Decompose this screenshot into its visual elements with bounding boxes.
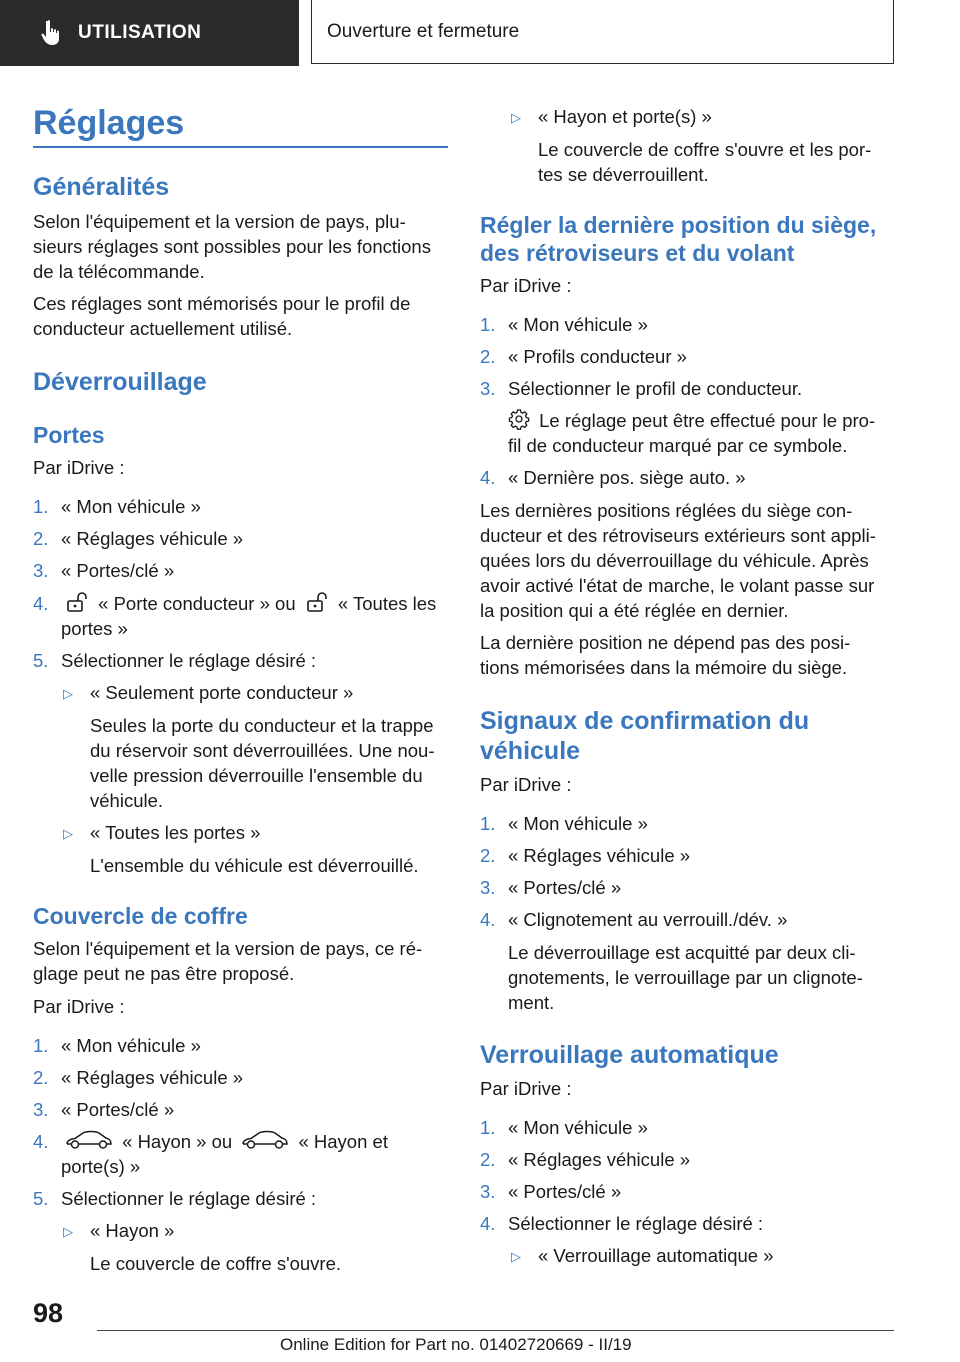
section-tab — [0, 0, 299, 66]
paragraph-general-1-l3: de la télécommande. — [33, 261, 205, 282]
option-desc: L'ensemble du véhicule est déverrouillé. — [90, 855, 419, 876]
step-number: 2. — [33, 528, 49, 549]
heading-general: Généralités — [33, 173, 170, 201]
step-number: 1. — [33, 1035, 49, 1056]
option-title: « Seulement porte conducteur » — [90, 682, 354, 703]
option-desc: velle pression déverrouille l'ensemble du — [90, 765, 423, 786]
page-number: 98 — [33, 1298, 64, 1328]
step-number: 4. — [33, 593, 49, 614]
heading-confirm: Signaux de confirmation du — [480, 707, 810, 735]
step-text: « Réglages véhicule » — [61, 528, 244, 549]
confirm-desc: Le déverrouillage est acquitté par deux cli- — [508, 942, 856, 963]
confirm-desc: ment. — [508, 992, 555, 1013]
triangle-bullet-icon: ▷ — [511, 110, 521, 125]
footer-edition: Online Edition for Part no. 01402720669 - II/19 — [280, 1335, 632, 1354]
step-text: « Réglages véhicule » — [61, 1067, 244, 1088]
seat-paragraph: la position qui a été réglée en dernier. — [480, 600, 789, 621]
confirm-intro: Par iDrive : — [480, 774, 572, 795]
option-title: « Hayon » — [90, 1220, 175, 1241]
seat-paragraph: La dernière position ne dépend pas des posi- — [480, 632, 851, 653]
option-desc: du réservoir sont déverrouillées. Une nou- — [90, 740, 435, 761]
trunk-intro: Par iDrive : — [33, 996, 125, 1017]
chapter-tab — [311, 0, 894, 64]
step-number: 3. — [480, 877, 496, 898]
step-text: Sélectionner le réglage désiré : — [61, 650, 317, 671]
step-text: « Profils conducteur » — [508, 346, 687, 367]
heading-seat: des rétroviseurs et du volant — [480, 240, 795, 266]
paragraph-general-2-l1: Ces réglages sont mémorisés pour le profil de — [33, 293, 411, 314]
car-icon — [241, 1130, 289, 1156]
option-desc: tes se déverrouillent. — [538, 164, 709, 185]
option-desc: Le couvercle de coffre s'ouvre. — [90, 1253, 342, 1274]
step-text-trunk-choice — [61, 1129, 388, 1156]
car-icon — [65, 1130, 113, 1156]
step-number: 3. — [480, 1181, 496, 1202]
heading-confirm: véhicule — [480, 737, 581, 765]
step-text: « Hayon et — [298, 1131, 388, 1152]
step-text: « Porte conducteur » ou — [98, 593, 296, 614]
step-text: « Portes/clé » — [61, 560, 175, 581]
step-text: « Mon véhicule » — [508, 1117, 648, 1138]
step-number: 3. — [33, 1099, 49, 1120]
step-number: 5. — [33, 1188, 49, 1209]
step-text: « Portes/clé » — [61, 1099, 175, 1120]
trunk-paragraph: glage peut ne pas être proposé. — [33, 963, 295, 984]
seat-paragraph: Les dernières positions réglées du siège con- — [480, 500, 853, 521]
option-title: « Toutes les portes » — [90, 822, 261, 843]
confirm-desc: gnotements, le verrouillage par un clignote- — [508, 967, 863, 988]
step-text: « Portes/clé » — [508, 877, 622, 898]
triangle-bullet-icon: ▷ — [63, 826, 73, 841]
step-number: 1. — [480, 813, 496, 834]
title-rule — [33, 146, 448, 148]
option-desc: Seules la porte du conducteur et la trappe — [90, 715, 434, 736]
step-text: Sélectionner le profil de conducteur. — [508, 378, 803, 399]
step-number: 1. — [480, 314, 496, 335]
step-number: 5. — [33, 650, 49, 671]
step-number: 4. — [480, 909, 496, 930]
paragraph-general-1-l2: sieurs réglages sont possibles pour les fonctions — [33, 236, 431, 257]
doors-intro: Par iDrive : — [33, 457, 125, 478]
triangle-bullet-icon: ▷ — [511, 1249, 521, 1264]
seat-paragraph: avoir activé l'état de marche, le volant passe sur — [480, 575, 875, 596]
step-text: portes » — [61, 618, 128, 639]
page-title: Réglages — [33, 104, 185, 142]
seat-paragraph: tions mémorisées dans la mémoire du siège. — [480, 657, 848, 678]
step-text: « Réglages véhicule » — [508, 845, 691, 866]
option-desc: Le couvercle de coffre s'ouvre et les por- — [538, 139, 872, 160]
hand-pointer-icon — [38, 19, 62, 47]
step-number: 1. — [33, 496, 49, 517]
step-number: 2. — [480, 346, 496, 367]
step-text: « Portes/clé » — [508, 1181, 622, 1202]
step-text: Sélectionner le réglage désiré : — [508, 1213, 764, 1234]
seat-paragraph: ducteur et des rétroviseurs extérieurs sont appli- — [480, 525, 876, 546]
step-number: 4. — [480, 467, 496, 488]
step-text: « Hayon » ou — [122, 1131, 233, 1152]
seat-note-line1 — [508, 408, 875, 436]
option-title: « Hayon et porte(s) » — [538, 106, 712, 127]
step-text: « Toutes les — [337, 593, 437, 614]
autolock-intro: Par iDrive : — [480, 1078, 572, 1099]
step-text: « Mon véhicule » — [508, 813, 648, 834]
step-number: 2. — [480, 1149, 496, 1170]
option-title: « Verrouillage automatique » — [538, 1245, 774, 1266]
heading-trunk: Couvercle de coffre — [33, 903, 248, 929]
step-number: 1. — [480, 1117, 496, 1138]
triangle-bullet-icon: ▷ — [63, 1224, 73, 1239]
step-number: 4. — [480, 1213, 496, 1234]
heading-doors: Portes — [33, 422, 105, 448]
step-text: porte(s) » — [61, 1156, 141, 1177]
step-number: 2. — [33, 1067, 49, 1088]
note-text: fil de conducteur marqué par ce symbole. — [508, 435, 848, 456]
step-number: 4. — [33, 1131, 49, 1152]
step-number: 3. — [480, 378, 496, 399]
seat-paragraph: quées lors du déverrouillage du véhicule. Après — [480, 550, 869, 571]
heading-autolock: Verrouillage automatique — [480, 1041, 779, 1069]
step-text: « Clignotement au verrouill./dév. » — [508, 909, 788, 930]
triangle-bullet-icon: ▷ — [63, 686, 73, 701]
note-text: Le réglage peut être effectué pour le pro- — [539, 410, 876, 431]
heading-seat: Régler la dernière position du siège, — [480, 212, 877, 238]
chapter-label: Ouverture et fermeture — [327, 20, 520, 42]
unlock-icon — [305, 591, 329, 619]
step-text: « Mon véhicule » — [508, 314, 648, 335]
option-desc: véhicule. — [90, 790, 164, 811]
footer-rule — [97, 1330, 894, 1331]
step-text: « Mon véhicule » — [61, 1035, 201, 1056]
paragraph-general-1-l1: Selon l'équipement et la version de pays, plu- — [33, 211, 406, 232]
gear-icon — [508, 408, 530, 436]
section-label: UTILISATION — [78, 22, 202, 43]
paragraph-general-2-l2: conducteur actuellement utilisé. — [33, 318, 293, 339]
trunk-paragraph: Selon l'équipement et la version de pays, ce ré- — [33, 938, 423, 959]
step-text-door-choice — [61, 591, 436, 619]
step-number: 2. — [480, 845, 496, 866]
step-text: Sélectionner le réglage désiré : — [61, 1188, 317, 1209]
unlock-icon — [65, 591, 89, 619]
step-text: « Réglages véhicule » — [508, 1149, 691, 1170]
seat-intro: Par iDrive : — [480, 275, 572, 296]
step-text: « Mon véhicule » — [61, 496, 201, 517]
step-number: 3. — [33, 560, 49, 581]
heading-unlock: Déverrouillage — [33, 368, 207, 396]
step-text: « Dernière pos. siège auto. » — [508, 467, 746, 488]
